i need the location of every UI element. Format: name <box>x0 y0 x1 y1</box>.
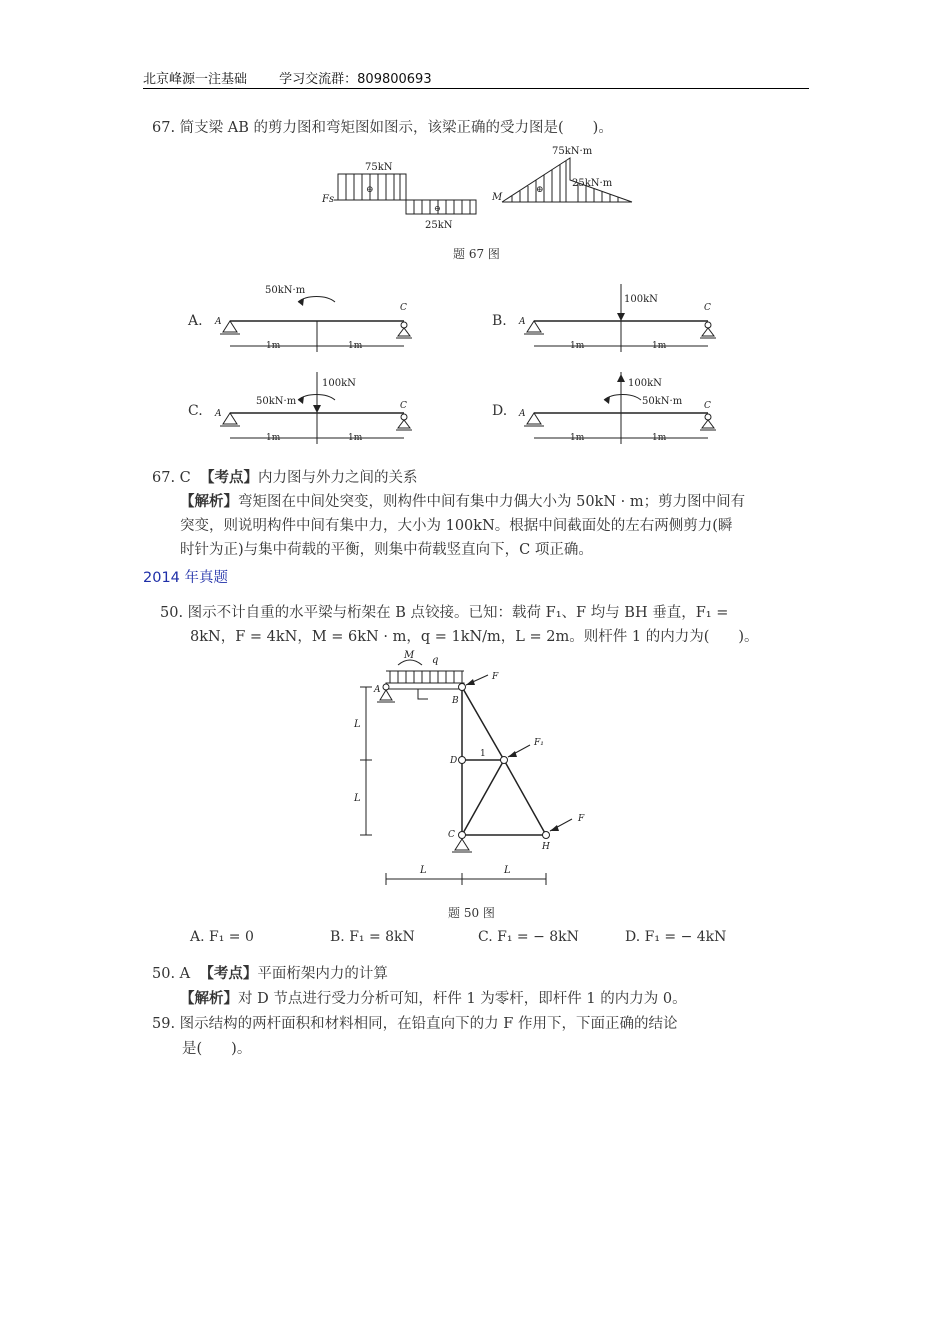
page-header <box>143 68 460 87</box>
q59-stem-line-2: 是( )。 <box>182 1041 252 1057</box>
option-d-force-label: 100kN <box>628 378 662 389</box>
q67-option-d-beam <box>514 370 724 450</box>
q50-answer: 50. A <box>152 966 191 982</box>
dim-l-lower: L <box>354 793 361 804</box>
label-f-bottom: F <box>578 814 585 824</box>
q67-jiexi-line-2: 突变，则说明构件中间有集中力，大小为 100kN。根据中间截面处的左右两侧剪力(瞬 <box>180 518 733 534</box>
q67-answer-line <box>152 466 417 490</box>
span-right: 1m <box>652 433 667 443</box>
q50-option-a: A. F₁ = 0 <box>190 929 254 945</box>
q50-stem-line-2: 8kN，F = 4kN，M = 6kN · m，q = 1kN/m，L = 2m。则杆件 1 的内力为( )。 <box>190 629 759 645</box>
label-node-h: H <box>542 842 550 852</box>
q50-answer-line <box>152 962 388 986</box>
q67-kaodian: 内力图与外力之间的关系 <box>257 470 418 486</box>
q59-stem-line-1: 59. 图示结构的两杆面积和材料相同，在铅直向下的力 F 作用下，下面正确的结论 <box>152 1016 678 1032</box>
label-a: A <box>519 409 526 419</box>
dim-l-upper: L <box>354 719 361 730</box>
q50-option-b: B. F₁ = 8kN <box>330 929 415 945</box>
q67-answer: 67. C <box>152 470 191 486</box>
moment-axis-label: M <box>492 192 503 203</box>
label-node-c: C <box>448 830 455 840</box>
q50-stem-line-1: 50. 图示不计自重的水平梁与桁架在 B 点铰接。已知：载荷 F₁、F 均与 BH 垂直，F₁ = <box>160 605 729 621</box>
q50-option-c: C. F₁ = − 8kN <box>478 929 579 945</box>
shear-negative-block <box>406 200 476 214</box>
kaodian-tag: 【考点】 <box>199 469 258 486</box>
moment-plus-sign: ⊕ <box>536 185 544 195</box>
span-left: 1m <box>570 341 585 351</box>
plus-sign: ⊕ <box>366 185 374 195</box>
q50-truss-figure <box>340 645 620 890</box>
option-c-moment-label: 50kN·m <box>256 396 297 407</box>
q67-option-d-letter: D. <box>492 403 508 419</box>
shear-top-label: 75kN <box>365 162 393 173</box>
option-c-force-label: 100kN <box>322 378 356 389</box>
span-left: 1m <box>266 341 281 351</box>
q67-option-a-letter: A. <box>188 313 203 329</box>
q67-jiexi-line-3: 时针为正)与集中荷载的平衡，则集中荷载竖直向下，C 项正确。 <box>180 542 593 558</box>
q67-internal-force-diagrams <box>320 140 640 240</box>
header-rule <box>143 88 809 89</box>
label-c: C <box>400 303 407 313</box>
q50-jiexi: 对 D 节点进行受力分析可知，杆件 1 为零杆，即杆件 1 的内力为 0。 <box>238 991 687 1007</box>
label-node-a: A <box>374 685 381 695</box>
label-c: C <box>704 303 711 313</box>
q67-jiexi-line-1 <box>180 490 745 514</box>
q50-jiexi-line <box>180 987 687 1011</box>
moment-mid-label: 25kN·m <box>572 178 613 189</box>
option-d-moment-label: 50kN·m <box>642 396 683 407</box>
header-left: 北京峰源一注基础 <box>143 72 248 87</box>
dim-l-right: L <box>504 865 511 876</box>
label-f1: F₁ <box>534 738 544 748</box>
label-node-b: B <box>452 696 459 706</box>
moment-outline <box>502 158 632 202</box>
header-right: 学习交流群：809800693 <box>279 72 432 87</box>
q50-caption: 题 50 图 <box>448 906 495 920</box>
q67-option-c-letter: C. <box>188 403 203 419</box>
span-right: 1m <box>348 433 363 443</box>
dim-l-left: L <box>420 865 427 876</box>
label-member-1: 1 <box>480 749 486 759</box>
label-c: C <box>400 401 407 411</box>
label-moment: M <box>404 650 415 661</box>
label-a: A <box>215 317 222 327</box>
q67-option-b-letter: B. <box>492 313 507 329</box>
shear-bottom-label: 25kN <box>425 220 453 231</box>
jiexi-text-1: 弯矩图在中间处突变，则构件中间有集中力偶大小为 50kN · m；剪力图中间有 <box>238 494 746 510</box>
jiexi-tag: 【解析】 <box>180 493 238 510</box>
moment-top-label: 75kN·m <box>552 146 593 157</box>
q67-option-a-beam <box>210 280 420 360</box>
span-left: 1m <box>266 433 281 443</box>
span-right: 1m <box>652 341 667 351</box>
option-b-force-label: 100kN <box>624 294 658 305</box>
q67-caption: 题 67 图 <box>453 247 500 261</box>
minus-sign: ⊖ <box>434 204 441 213</box>
label-a: A <box>215 409 222 419</box>
span-left: 1m <box>570 433 585 443</box>
label-a: A <box>519 317 526 327</box>
q50-kaodian: 平面桁架内力的计算 <box>257 966 388 982</box>
q67-stem: 67. 简支梁 AB 的剪力图和弯矩图如图示，该梁正确的受力图是( )。 <box>152 120 613 136</box>
q50-option-d: D. F₁ = − 4kN <box>625 929 727 945</box>
label-q: q <box>432 655 439 666</box>
jiexi-tag: 【解析】 <box>180 990 238 1007</box>
q67-option-c-beam <box>210 370 420 450</box>
label-f-top: F <box>492 672 499 682</box>
section-title: 2014 年真题 <box>143 570 229 586</box>
span-right: 1m <box>348 341 363 351</box>
label-c: C <box>704 401 711 411</box>
kaodian-tag: 【考点】 <box>199 965 258 982</box>
q67-option-b-beam <box>514 280 724 360</box>
option-a-moment-label: 50kN·m <box>265 285 306 296</box>
label-node-d: D <box>450 756 458 766</box>
shear-axis-label: Fs <box>322 194 335 205</box>
